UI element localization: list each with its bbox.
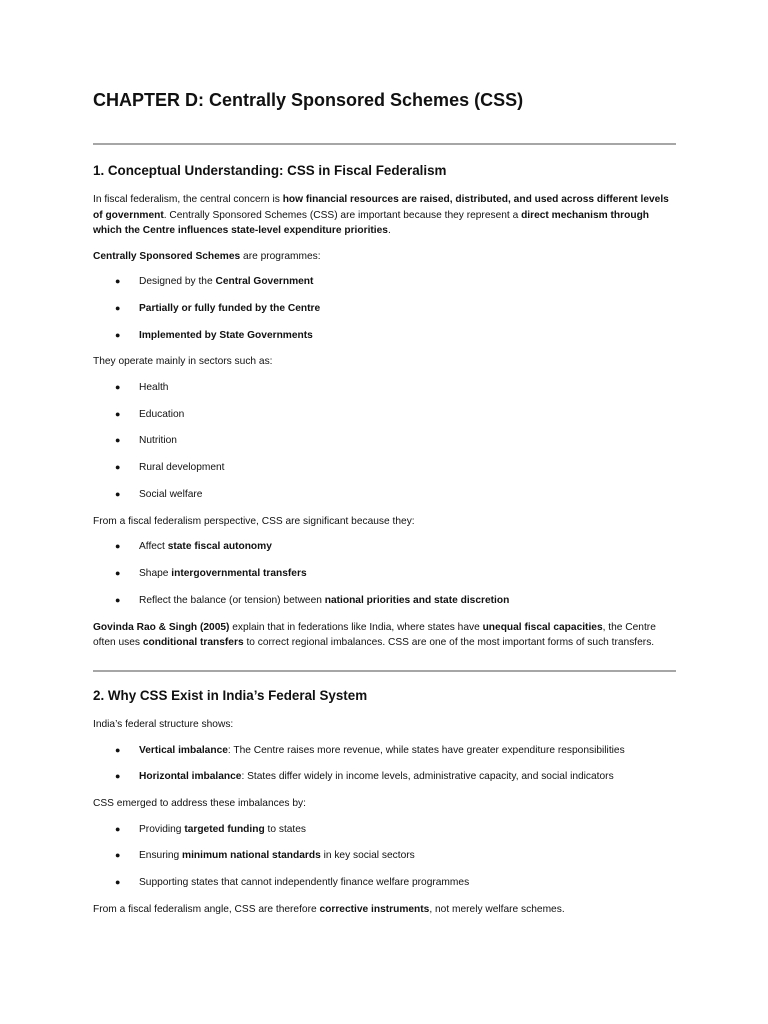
text-run: Social welfare (139, 489, 203, 501)
css-definition-list (93, 274, 676, 343)
text-run: explain that in federations like India, where states have (229, 621, 483, 633)
text-run: Shape (139, 568, 172, 580)
section-heading: 1. Conceptual Understanding: CSS in Fiscal Federalism (93, 163, 447, 178)
bullet-icon: ● (115, 823, 121, 834)
bold-text: corrective instruments (319, 903, 430, 915)
bold-text: Vertical imbalance (139, 744, 228, 756)
text-run: Supporting states that cannot independently finance welfare programmes (139, 877, 470, 889)
intro-paragraph (93, 192, 676, 239)
text-run: to states (264, 823, 307, 835)
text-run: . Centrally Sponsored Schemes (CSS) are important because they represent a (163, 209, 522, 221)
bullet-icon: ● (115, 594, 121, 605)
structure-intro-paragraph (93, 717, 676, 733)
citation-paragraph (93, 620, 676, 651)
text-run: to correct regional imbalances. CSS are one of the most important forms of such transfers. (243, 637, 655, 649)
list-item (93, 743, 676, 759)
text-run: Providing (139, 823, 185, 835)
bullet-icon: ● (115, 435, 121, 446)
text-run: India’s federal structure shows: (93, 719, 234, 730)
text-run: In fiscal federalism, the central concern is (93, 194, 283, 205)
text-run: Health (139, 381, 169, 393)
sectors-intro-paragraph (93, 354, 676, 370)
text-run: They operate mainly in sectors such as: (93, 356, 273, 368)
list-item (93, 875, 676, 891)
text-run: Designed by the (139, 276, 216, 287)
significance-intro-paragraph (93, 514, 676, 530)
significance-list (93, 539, 676, 608)
list-item (93, 487, 676, 503)
section-divider (93, 670, 676, 672)
chapter-title: CHAPTER D: Centrally Sponsored Schemes (CSS) (93, 90, 524, 110)
sectors-list (93, 380, 676, 503)
text-run: : States differ widely in income levels, administrative capacity, and social indicators (241, 771, 614, 783)
bold-text: unequal fiscal capacities (482, 621, 603, 633)
text-run: CSS emerged to address these imbalances by: (93, 798, 306, 810)
list-item (93, 539, 676, 555)
css-definition-paragraph (93, 249, 676, 265)
conclusion-paragraph (93, 902, 676, 918)
section-conceptual-understanding (93, 162, 676, 661)
text-run: in key social sectors (320, 850, 415, 862)
bold-text: Govinda Rao & Singh (2005) (93, 621, 230, 633)
bold-text: minimum national standards (182, 850, 321, 862)
section-heading: 2. Why CSS Exist in India’s Federal System (93, 688, 368, 703)
list-item (93, 433, 676, 449)
text-run: , not merely welfare schemes. (429, 903, 565, 915)
bullet-icon: ● (115, 302, 121, 313)
bold-text: direct mechanism through which the Centre influences state-level expenditure priorities (93, 209, 650, 236)
bullet-icon: ● (115, 489, 121, 500)
address-list (93, 822, 676, 891)
bold-text: state fiscal autonomy (167, 541, 272, 553)
list-item (93, 301, 676, 317)
list-item (93, 380, 676, 396)
bold-text: Central Government (215, 276, 314, 287)
bullet-icon: ● (115, 462, 121, 473)
text-run: From a fiscal federalism perspective, CSS are significant because they: (93, 515, 415, 527)
bold-text: how financial resources are raised, distributed, and used across different levels of government (93, 194, 669, 221)
list-item (93, 328, 676, 344)
list-item (93, 407, 676, 423)
list-item (93, 274, 676, 290)
text-run: Affect (139, 541, 168, 553)
list-item (93, 769, 676, 785)
bullet-icon: ● (115, 408, 121, 419)
text-run: Rural development (139, 462, 225, 474)
text-run: Reflect the balance (or tension) between (139, 594, 325, 606)
list-item (93, 460, 676, 476)
bullet-icon: ● (115, 744, 121, 755)
text-run: . (387, 225, 391, 236)
bullet-icon: ● (115, 381, 121, 392)
bullet-icon: ● (115, 541, 121, 552)
bold-text: Centrally Sponsored Schemes (93, 250, 241, 262)
address-intro-paragraph (93, 796, 676, 812)
bold-text: Partially or fully funded by the Centre (139, 302, 321, 314)
bullet-icon: ● (115, 568, 121, 579)
text-run: From a fiscal federalism angle, CSS are therefore (93, 903, 320, 915)
section-why-css-exist (93, 687, 676, 927)
bullet-icon: ● (115, 877, 121, 888)
text-run: : The Centre raises more revenue, while states have greater expenditure responsibilities (227, 744, 625, 756)
bold-text: targeted funding (184, 823, 265, 835)
list-item (93, 593, 676, 609)
text-run: Ensuring (139, 850, 183, 862)
bold-text: intergovernmental transfers (171, 568, 307, 580)
bold-text: national priorities and state discretion (324, 594, 510, 606)
bullet-icon: ● (115, 329, 121, 340)
text-run: , the Centre often uses (93, 621, 656, 649)
text-run: Education (139, 408, 185, 420)
list-item (93, 848, 676, 864)
imbalances-list (93, 743, 676, 785)
bullet-icon: ● (115, 276, 121, 286)
text-run: Nutrition (139, 435, 177, 447)
section-divider (93, 143, 676, 145)
bold-text: Implemented by State Governments (139, 329, 313, 341)
list-item (93, 822, 676, 838)
text-run: are programmes: (240, 250, 321, 262)
bold-text: Horizontal imbalance (139, 771, 242, 783)
bullet-icon: ● (115, 771, 121, 782)
bullet-icon: ● (115, 850, 121, 861)
list-item (93, 566, 676, 582)
bold-text: conditional transfers (142, 637, 244, 649)
